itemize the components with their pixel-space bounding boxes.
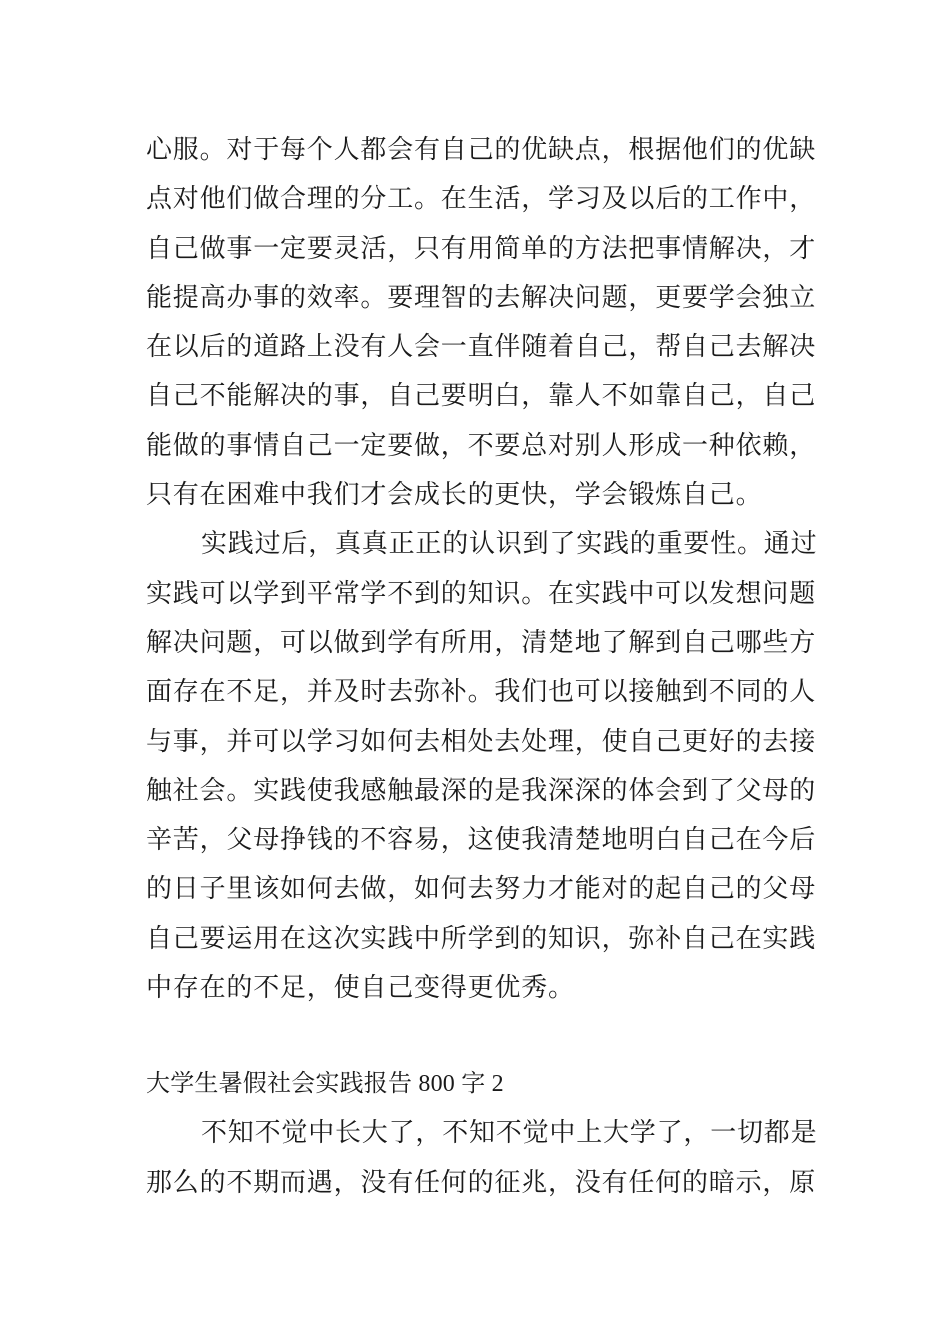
paragraph-1 <box>146 126 817 520</box>
paragraph-first-line: 实践过后，真真正正的认识到了实践的重要性。通过 <box>201 529 818 560</box>
paragraph-line-last: 只有在困难中我们才会成长的更快，学会锻炼自己。 <box>146 480 763 511</box>
paragraph-line: 解决问题，可以做到学有所用，清楚地了解到自己哪些方 <box>146 627 817 658</box>
document-body <box>146 126 818 1208</box>
paragraph-line: 能提高办事的效率。要理智的去解决问题，更要学会独立 <box>146 282 817 313</box>
paragraph-line: 辛苦，父母挣钱的不容易，这使我清楚地明白自己在今后 <box>146 825 817 856</box>
paragraph-line: 触社会。实践使我感触最深的是我深深的体会到了父母的 <box>146 775 817 806</box>
paragraph-line: 与事，并可以学习如何去相处去处理，使自己更好的去接 <box>146 726 817 757</box>
paragraph-line: 自己要运用在这次实践中所学到的知识，弥补自己在实践 <box>146 923 817 954</box>
paragraph-line: 心服。对于每个人都会有自己的优缺点，根据他们的优缺 <box>146 135 817 165</box>
paragraph-3 <box>146 1109 818 1208</box>
paragraph-line: 点对他们做合理的分工。在生活，学习及以后的工作中， <box>146 184 817 215</box>
paragraph-line: 在以后的道路上没有人会一直伴随着自己，帮自己去解决 <box>146 332 817 363</box>
paragraph-line: 的日子里该如何去做，如何去努力才能对的起自己的父母 <box>146 874 817 905</box>
paragraph-line: 实践可以学到平常学不到的知识。在实践中可以发想问题 <box>146 578 817 609</box>
paragraph-line: 自己做事一定要灵活，只有用简单的方法把事情解决，才 <box>146 233 817 264</box>
paragraph-2 <box>146 520 818 1013</box>
paragraph-line: 面存在不足，并及时去弥补。我们也可以接触到不同的人 <box>146 677 817 708</box>
paragraph-first-line: 不知不觉中长大了，不知不觉中上大学了，一切都是 <box>201 1118 818 1149</box>
paragraph-line: 能做的事情自己一定要做，不要总对别人形成一种依赖， <box>146 430 817 461</box>
paragraph-line: 那么的不期而遇，没有任何的征兆，没有任何的暗示，原 <box>146 1167 817 1198</box>
section-heading: 大学生暑假社会实践报告 800 字 2 <box>146 1071 504 1098</box>
paragraph-line: 自己不能解决的事，自己要明白，靠人不如靠自己，自己 <box>146 381 817 412</box>
section-spacer <box>146 1013 806 1060</box>
paragraph-line-last: 中存在的不足，使自己变得更优秀。 <box>146 973 575 1004</box>
